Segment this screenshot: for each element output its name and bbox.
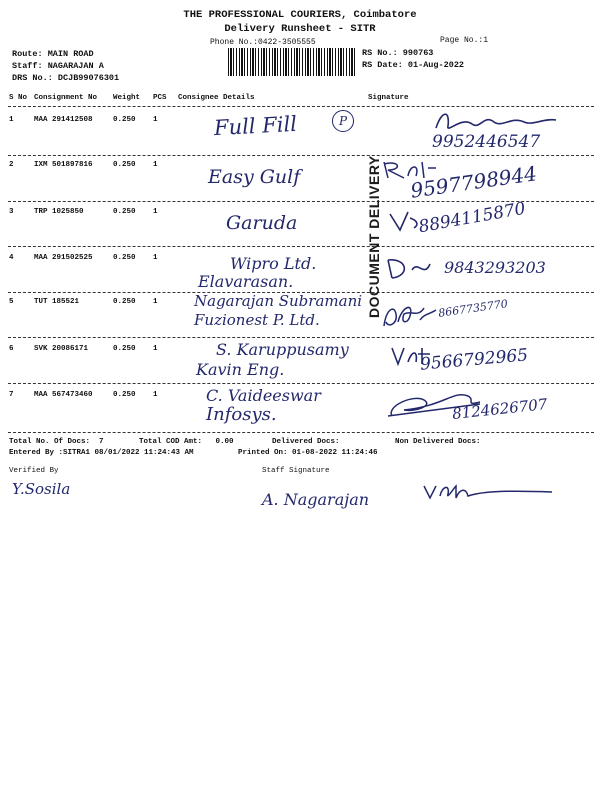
- row-pcs: 1: [153, 298, 158, 306]
- row-sno: 7: [9, 391, 14, 399]
- consignee-handwriting: C. Vaideeswar: [206, 386, 321, 405]
- row-consignment: MAA 291412508: [34, 116, 93, 124]
- circled-mark-letter: P: [338, 114, 348, 128]
- page-number: Page No.:1: [440, 36, 489, 45]
- signature-phone: 8667735770: [437, 297, 509, 320]
- signature-phone: 9843293203: [444, 258, 546, 277]
- row-divider: [8, 432, 594, 433]
- staff-signature-label: Staff Signature: [262, 467, 330, 475]
- row-consignment: MAA 567473460: [34, 391, 93, 399]
- row-weight: 0.250: [113, 391, 136, 399]
- row-weight: 0.250: [113, 345, 136, 353]
- consignee-handwriting: Nagarajan Subramani: [194, 292, 363, 310]
- row-pcs: 1: [153, 161, 158, 169]
- signature-phone: 8894115870: [417, 198, 528, 238]
- consignee-handwriting: Full Fill: [213, 111, 298, 141]
- row-consignment: TRP 1025850: [34, 208, 84, 216]
- row-divider: [8, 383, 594, 384]
- row-consignment: SVK 20086171: [34, 345, 89, 353]
- column-header-signature: Signature: [368, 94, 409, 102]
- delivered-docs: Delivered Docs:: [272, 438, 340, 446]
- row-pcs: 1: [153, 345, 158, 353]
- row-pcs: 1: [153, 254, 158, 262]
- row-weight: 0.250: [113, 298, 136, 306]
- staff-label: Staff: NAGARAJAN A: [12, 61, 104, 71]
- column-header-pcs: PCS: [153, 94, 167, 102]
- signature-phone: 9952446547: [432, 132, 541, 152]
- signature-scribble: [380, 300, 440, 330]
- consignee-handwriting: Infosys.: [206, 404, 277, 425]
- verified-signature: Y.Sosila: [12, 480, 71, 498]
- entered-by: Entered By :SITRA1 08/01/2022 11:24:43 AM: [9, 449, 194, 457]
- row-weight: 0.250: [113, 254, 136, 262]
- consignee-handwriting: Kavin Eng.: [196, 360, 285, 379]
- signature-phone: 8124626707: [451, 395, 549, 423]
- non-delivered-docs: Non Delivered Docs:: [395, 438, 481, 446]
- row-consignment: IXM 501897816: [34, 161, 93, 169]
- staff-signature-handwriting: A. Nagarajan: [262, 490, 370, 509]
- circled-mark: [332, 110, 354, 132]
- row-pcs: 1: [153, 391, 158, 399]
- document-delivery-stamp: DOCUMENT DELIVERY: [366, 155, 382, 318]
- consignee-handwriting: Elavarasan.: [198, 272, 294, 291]
- consignee-handwriting: S. Karuppusamy: [216, 340, 349, 359]
- row-sno: 5: [9, 298, 14, 306]
- row-consignment: MAA 291502525: [34, 254, 93, 262]
- row-divider: [8, 155, 594, 156]
- header-divider: [8, 106, 594, 107]
- column-header-weight: Weight: [113, 94, 141, 102]
- phone-number: Phone No.:0422-3505555: [210, 38, 316, 47]
- consignee-handwriting: Garuda: [226, 212, 298, 234]
- row-sno: 3: [9, 208, 14, 216]
- consignee-handwriting: Fuzionest P. Ltd.: [194, 311, 320, 329]
- rs-date: RS Date: 01-Aug-2022: [362, 60, 465, 70]
- row-sno: 6: [9, 345, 14, 353]
- total-cod-amount: Total COD Amt: 0.00: [139, 438, 234, 446]
- total-docs: Total No. Of Docs: 7: [9, 438, 104, 446]
- column-header-consignment: Consignment No: [34, 94, 98, 102]
- row-pcs: 1: [153, 116, 158, 124]
- row-pcs: 1: [153, 208, 158, 216]
- printed-on: Printed On: 01-08-2022 11:24:46: [238, 449, 378, 457]
- drs-number: DRS No.: DCJB99076301: [12, 73, 120, 83]
- consignee-handwriting: Wipro Ltd.: [230, 254, 317, 273]
- row-divider: [8, 246, 594, 247]
- verified-by-label: Verified By: [9, 467, 59, 475]
- row-consignment: TUT 185521: [34, 298, 80, 306]
- barcode: [228, 48, 355, 76]
- row-weight: 0.250: [113, 116, 136, 124]
- company-name: THE PROFESSIONAL COURIERS, Coimbatore: [183, 9, 417, 21]
- rs-number: RS No.: 990763: [362, 48, 434, 58]
- signature-phone: 9597798944: [408, 161, 539, 203]
- staff-signature-scribble: [420, 478, 560, 502]
- document-title: Delivery Runsheet - SITR: [224, 23, 376, 35]
- row-sno: 1: [9, 116, 14, 124]
- row-sno: 4: [9, 254, 14, 262]
- route-label: Route: MAIN ROAD: [12, 49, 94, 59]
- column-header-sno: S No: [9, 94, 28, 102]
- row-divider: [8, 337, 594, 338]
- signature-scribble: [384, 256, 434, 282]
- consignee-handwriting: Easy Gulf: [208, 166, 301, 188]
- row-weight: 0.250: [113, 161, 136, 169]
- row-weight: 0.250: [113, 208, 136, 216]
- row-sno: 2: [9, 161, 14, 169]
- signature-phone: 9566792965: [419, 345, 529, 375]
- column-header-consignee: Consignee Details: [178, 94, 255, 102]
